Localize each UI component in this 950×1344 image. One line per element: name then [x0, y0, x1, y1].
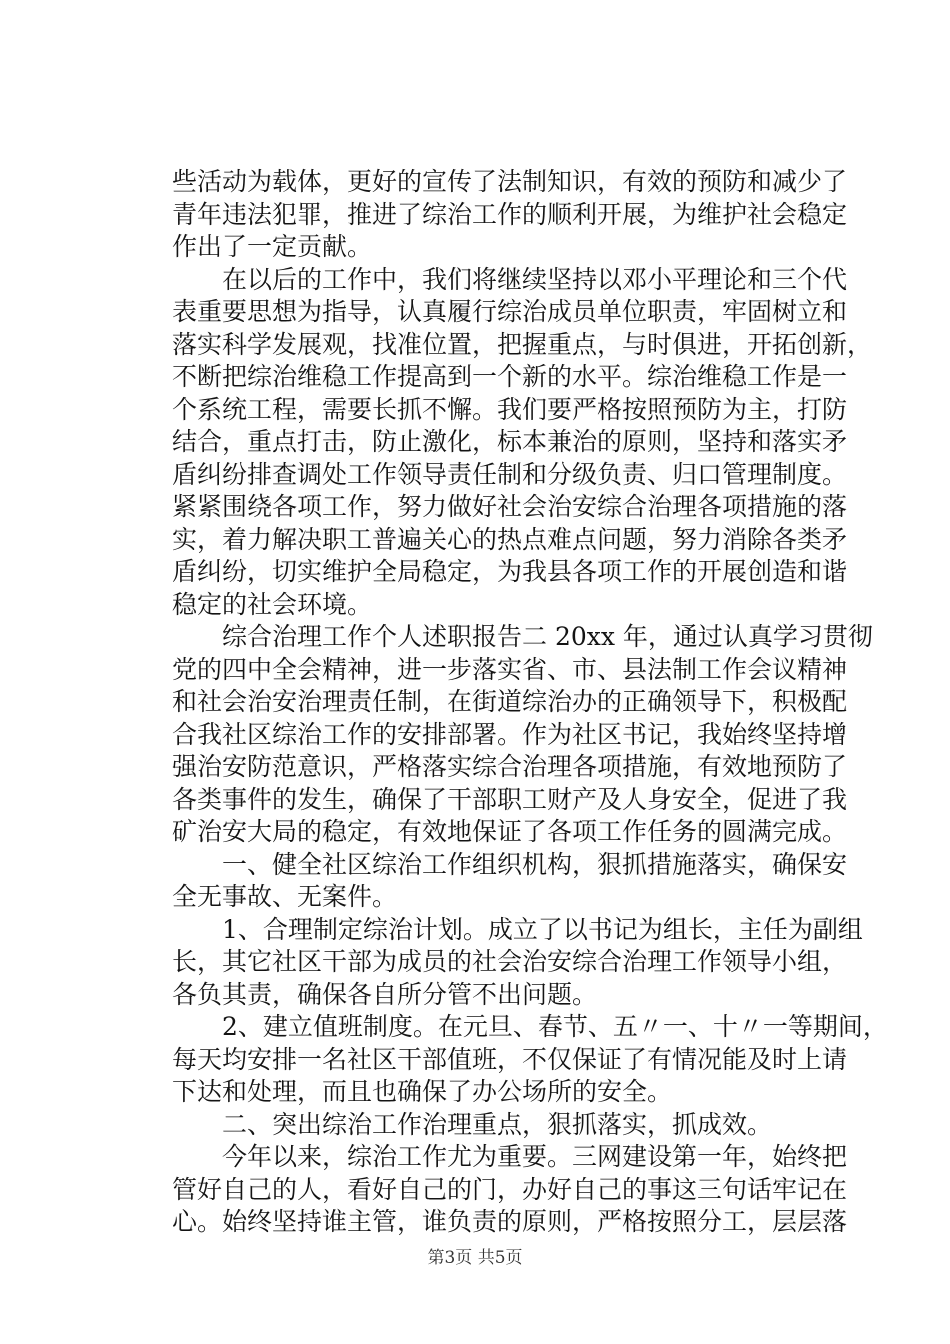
text-line: 心。始终坚持谁主管，谁负责的原则，严格按照分工，层层落 [172, 1207, 848, 1236]
text-line: 党的四中全会精神，进一步落实省、市、县法制工作会议精神 [172, 654, 848, 684]
text-line: 各类事件的发生，确保了干部职工财产及人身安全，促进了我 [172, 784, 848, 814]
page-footer: 第3页 共5页 [427, 1248, 523, 1268]
text-line: 表重要思想为指导，认真履行综治成员单位职责，牢固树立和 [172, 297, 848, 326]
text-line: 综合治理工作个人述职报告二 20xx 年，通过认真学习贯彻 [222, 622, 873, 651]
text-line: 作出了一定贡献。 [172, 232, 373, 261]
text-line: 下达和处理，而且也确保了办公场所的安全。 [172, 1077, 673, 1106]
text-line: 和社会治安治理责任制，在街道综治办的正确领导下，积极配 [172, 687, 848, 716]
text-line: 矿治安大局的稳定，有效地保证了各项工作任务的圆满完成。 [172, 817, 848, 846]
text-line: 2、建立值班制度。在元旦、春节、五〃一、十〃一等期间， [222, 1012, 888, 1041]
text-line: 二、突出综治工作治理重点，狠抓落实，抓成效。 [222, 1109, 773, 1139]
document-body [172, 166, 888, 1239]
text-line: 盾纠纷，切实维护全局稳定，为我县各项工作的开展创造和谐 [172, 557, 848, 586]
text-line: 管好自己的人，看好自己的门，办好自己的事这三句话牢记在 [172, 1174, 848, 1204]
text-line: 全无事故、无案件。 [172, 882, 398, 911]
text-line: 青年违法犯罪，推进了综治工作的顺利开展，为维护社会稳定 [172, 199, 848, 229]
text-line: 合我社区综治工作的安排部署。作为社区书记，我始终坚持增 [172, 719, 848, 749]
text-line: 结合，重点打击，防止激化，标本兼治的原则，坚持和落实矛 [172, 427, 848, 456]
text-line: 稳定的社会环境。 [172, 589, 373, 619]
text-line: 落实科学发展观，找准位置，把握重点，与时俱进，开拓创新， [172, 329, 873, 359]
text-line: 各负其责，确保各自所分管不出问题。 [172, 979, 598, 1009]
text-line: 实，着力解决职工普遍关心的热点难点问题，努力消除各类矛 [172, 524, 848, 554]
text-line: 强治安防范意识，严格落实综合治理各项措施，有效地预防了 [172, 752, 848, 781]
text-line: 盾纠纷排查调处工作领导责任制和分级负责、归口管理制度。 [172, 459, 848, 489]
text-line: 长，其它社区干部为成员的社会治安综合治理工作领导小组， [172, 947, 848, 976]
text-line: 1、合理制定综治计划。成立了以书记为组长，主任为副组 [222, 914, 863, 944]
text-line: 今年以来，综治工作尤为重要。三网建设第一年，始终把 [222, 1142, 848, 1171]
text-line: 每天均安排一名社区干部值班，不仅保证了有情况能及时上请 [172, 1044, 848, 1074]
text-line: 个系统工程，需要长抓不懈。我们要严格按照预防为主，打防 [172, 394, 848, 424]
text-line: 些活动为载体，更好的宣传了法制知识，有效的预防和减少了 [172, 167, 848, 196]
text-line: 不断把综治维稳工作提高到一个新的水平。综治维稳工作是一 [172, 362, 848, 391]
text-line: 一、健全社区综治工作组织机构，狠抓措施落实，确保安 [222, 849, 848, 879]
text-line: 在以后的工作中，我们将继续坚持以邓小平理论和三个代 [222, 264, 848, 294]
text-line: 紧紧围绕各项工作，努力做好社会治安综合治理各项措施的落 [172, 492, 848, 521]
